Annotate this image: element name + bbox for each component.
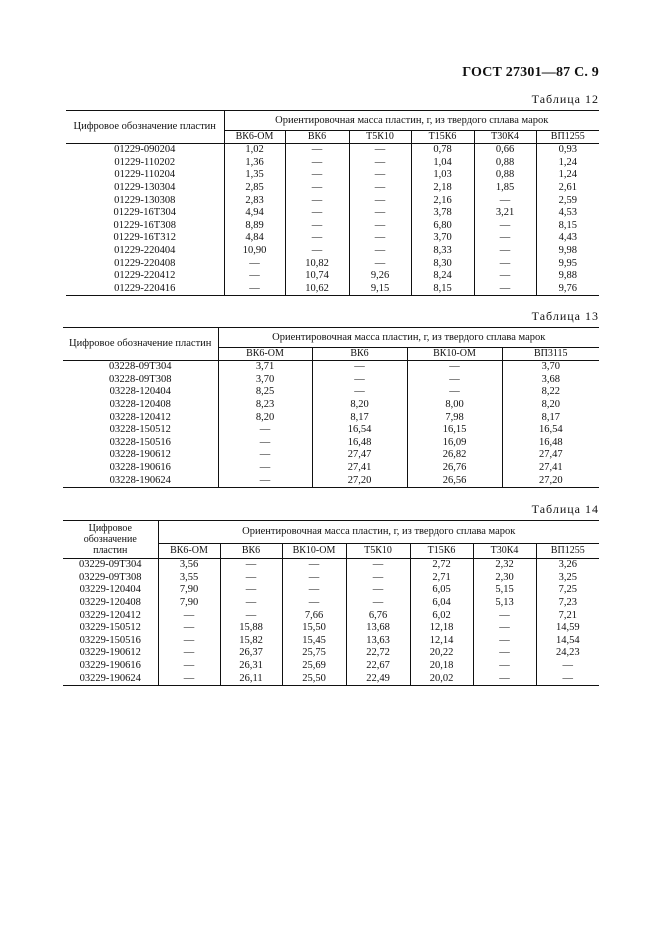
- mass-cell: 26,31: [220, 660, 282, 673]
- mass-cell: 27,47: [312, 449, 407, 462]
- plate-designation-cell: 03229-09Т308: [63, 572, 158, 585]
- table-row: [66, 169, 599, 182]
- mass-cell: —: [346, 584, 410, 597]
- mass-cell: —: [473, 609, 536, 622]
- table-row: [66, 157, 599, 170]
- mass-cell: 9,98: [536, 245, 599, 258]
- mass-cell: 8,20: [312, 399, 407, 412]
- mass-cell: 3,55: [158, 572, 220, 585]
- table-row: [66, 144, 599, 157]
- plate-designation-cell: 03229-120412: [63, 609, 158, 622]
- mass-cell: —: [158, 660, 220, 673]
- mass-cell: 14,54: [536, 635, 599, 648]
- mass-cell: —: [285, 169, 349, 182]
- mass-cell: 7,90: [158, 597, 220, 610]
- mass-cell: —: [536, 672, 599, 685]
- table-row: [63, 361, 599, 374]
- table-row: [63, 635, 599, 648]
- mass-cell: 1,02: [224, 144, 285, 157]
- table-row: [66, 245, 599, 258]
- mass-cell: 1,24: [536, 169, 599, 182]
- mass-cell: 3,71: [218, 361, 312, 374]
- plate-designation-cell: 01229-16Т308: [66, 220, 224, 233]
- mass-cell: —: [218, 437, 312, 450]
- row-header: Цифровое обозначение пластин: [66, 111, 224, 144]
- mass-cell: 3,70: [502, 361, 599, 374]
- table-row: [63, 386, 599, 399]
- mass-cell: —: [349, 245, 411, 258]
- plate-designation-cell: 01229-110204: [66, 169, 224, 182]
- mass-cell: 8,30: [411, 257, 474, 270]
- plate-designation-cell: 03228-09Т304: [63, 361, 218, 374]
- column-header: ВК6-ОМ: [224, 131, 285, 144]
- mass-cell: 7,21: [536, 609, 599, 622]
- column-header: ВК6: [220, 544, 282, 559]
- mass-cell: —: [536, 660, 599, 673]
- mass-cell: —: [346, 572, 410, 585]
- mass-cell: —: [474, 283, 536, 296]
- mass-cell: —: [474, 194, 536, 207]
- mass-cell: 26,76: [407, 462, 502, 475]
- table-row: [66, 270, 599, 283]
- table-row: [63, 647, 599, 660]
- mass-cell: 3,78: [411, 207, 474, 220]
- mass-cell: —: [473, 672, 536, 685]
- column-header: ВК10-ОМ: [407, 348, 502, 361]
- mass-cell: 0,78: [411, 144, 474, 157]
- mass-cell: 25,50: [282, 672, 346, 685]
- table-row: [66, 232, 599, 245]
- mass-cell: 2,61: [536, 182, 599, 195]
- mass-cell: 16,54: [502, 424, 599, 437]
- column-header: Т15К6: [411, 131, 474, 144]
- table-12-caption: Таблица 12: [531, 92, 599, 106]
- mass-cell: 8,17: [312, 411, 407, 424]
- mass-cell: —: [349, 182, 411, 195]
- mass-cell: 2,83: [224, 194, 285, 207]
- mass-cell: —: [349, 144, 411, 157]
- table-row: [66, 194, 599, 207]
- mass-cell: —: [218, 462, 312, 475]
- mass-cell: —: [407, 361, 502, 374]
- mass-cell: 20,18: [410, 660, 473, 673]
- mass-cell: —: [282, 597, 346, 610]
- mass-cell: —: [285, 144, 349, 157]
- table-row: [66, 257, 599, 270]
- plate-designation-cell: 03229-190624: [63, 672, 158, 685]
- mass-cell: 20,02: [410, 672, 473, 685]
- plate-designation-cell: 03228-120412: [63, 411, 218, 424]
- plate-designation-cell: 01229-220412: [66, 270, 224, 283]
- plate-designation-cell: 03229-120408: [63, 597, 158, 610]
- page-header: ГОСТ 27301—87 С. 9: [462, 65, 599, 80]
- mass-cell: —: [474, 232, 536, 245]
- mass-cell: 8,15: [536, 220, 599, 233]
- table-14: [63, 520, 599, 686]
- plate-designation-cell: 03228-190624: [63, 474, 218, 487]
- mass-cell: 3,21: [474, 207, 536, 220]
- span-header: Ориентировочная масса пластин, г, из твердого сплава марок: [218, 328, 599, 348]
- mass-cell: —: [349, 220, 411, 233]
- mass-cell: —: [474, 245, 536, 258]
- table-row: [63, 374, 599, 387]
- mass-cell: 0,93: [536, 144, 599, 157]
- plate-designation-cell: 01229-130308: [66, 194, 224, 207]
- mass-cell: 26,56: [407, 474, 502, 487]
- mass-cell: 2,30: [473, 572, 536, 585]
- mass-cell: —: [473, 622, 536, 635]
- mass-cell: 1,85: [474, 182, 536, 195]
- mass-cell: —: [282, 572, 346, 585]
- mass-cell: 12,14: [410, 635, 473, 648]
- mass-cell: —: [224, 270, 285, 283]
- mass-cell: —: [473, 660, 536, 673]
- mass-cell: 13,63: [346, 635, 410, 648]
- mass-cell: 3,70: [218, 374, 312, 387]
- mass-cell: —: [158, 622, 220, 635]
- mass-cell: —: [224, 283, 285, 296]
- plate-designation-cell: 01229-220416: [66, 283, 224, 296]
- mass-cell: —: [346, 559, 410, 572]
- mass-cell: 25,69: [282, 660, 346, 673]
- mass-cell: 20,22: [410, 647, 473, 660]
- column-header: ВК6: [312, 348, 407, 361]
- plate-designation-cell: 01229-110202: [66, 157, 224, 170]
- mass-cell: 2,18: [411, 182, 474, 195]
- mass-cell: 2,16: [411, 194, 474, 207]
- mass-cell: —: [312, 374, 407, 387]
- mass-cell: 8,24: [411, 270, 474, 283]
- mass-cell: 8,17: [502, 411, 599, 424]
- table-row: [66, 207, 599, 220]
- mass-cell: 15,88: [220, 622, 282, 635]
- mass-cell: 9,26: [349, 270, 411, 283]
- mass-cell: 15,45: [282, 635, 346, 648]
- mass-cell: 22,49: [346, 672, 410, 685]
- mass-cell: 10,74: [285, 270, 349, 283]
- table-row: [63, 474, 599, 487]
- plate-designation-cell: 01229-090204: [66, 144, 224, 157]
- mass-cell: 8,25: [218, 386, 312, 399]
- mass-cell: 8,89: [224, 220, 285, 233]
- plate-designation-cell: 03229-190612: [63, 647, 158, 660]
- mass-cell: —: [158, 672, 220, 685]
- mass-cell: 9,95: [536, 257, 599, 270]
- mass-cell: 22,72: [346, 647, 410, 660]
- mass-cell: 27,47: [502, 449, 599, 462]
- plate-designation-cell: 03228-09Т308: [63, 374, 218, 387]
- row-header: Цифровое обозначение пластин: [63, 328, 218, 361]
- plate-designation-cell: 03229-190616: [63, 660, 158, 673]
- column-header: ВК6: [285, 131, 349, 144]
- mass-cell: —: [285, 157, 349, 170]
- mass-cell: 16,15: [407, 424, 502, 437]
- column-header: Т30К4: [473, 544, 536, 559]
- mass-cell: —: [282, 584, 346, 597]
- mass-cell: 4,53: [536, 207, 599, 220]
- mass-cell: —: [285, 232, 349, 245]
- mass-cell: —: [285, 182, 349, 195]
- mass-cell: 4,94: [224, 207, 285, 220]
- plate-designation-cell: 01229-220408: [66, 257, 224, 270]
- mass-cell: 7,25: [536, 584, 599, 597]
- table-row: [66, 182, 599, 195]
- plate-designation-cell: 03228-150516: [63, 437, 218, 450]
- mass-cell: 24,23: [536, 647, 599, 660]
- table-row: [63, 449, 599, 462]
- mass-cell: 9,15: [349, 283, 411, 296]
- mass-cell: —: [224, 257, 285, 270]
- mass-cell: 8,00: [407, 399, 502, 412]
- mass-cell: —: [473, 635, 536, 648]
- mass-cell: 13,68: [346, 622, 410, 635]
- row-header: Цифровое обозначение пластин: [63, 521, 158, 559]
- mass-cell: 26,11: [220, 672, 282, 685]
- column-header: Т5К10: [349, 131, 411, 144]
- plate-designation-cell: 03229-09Т304: [63, 559, 158, 572]
- mass-cell: 0,88: [474, 169, 536, 182]
- mass-cell: —: [218, 424, 312, 437]
- mass-cell: 2,85: [224, 182, 285, 195]
- table-row: [63, 672, 599, 685]
- mass-cell: 4,43: [536, 232, 599, 245]
- mass-cell: 2,71: [410, 572, 473, 585]
- mass-cell: 15,82: [220, 635, 282, 648]
- mass-cell: —: [474, 270, 536, 283]
- mass-cell: 7,23: [536, 597, 599, 610]
- mass-cell: 16,48: [312, 437, 407, 450]
- plate-designation-cell: 03228-150512: [63, 424, 218, 437]
- plate-designation-cell: 01229-220404: [66, 245, 224, 258]
- column-header: Т15К6: [410, 544, 473, 559]
- mass-cell: 10,82: [285, 257, 349, 270]
- mass-cell: 6,04: [410, 597, 473, 610]
- mass-cell: 2,72: [410, 559, 473, 572]
- mass-cell: —: [312, 361, 407, 374]
- table-row: [63, 462, 599, 475]
- mass-cell: 6,80: [411, 220, 474, 233]
- mass-cell: 0,88: [474, 157, 536, 170]
- mass-cell: —: [285, 245, 349, 258]
- mass-cell: 27,20: [502, 474, 599, 487]
- mass-cell: 8,20: [502, 399, 599, 412]
- table-row: [63, 411, 599, 424]
- mass-cell: 12,18: [410, 622, 473, 635]
- mass-cell: 26,37: [220, 647, 282, 660]
- span-header: Ориентировочная масса пластин, г, из твердого сплава марок: [158, 521, 599, 544]
- column-header: ВП1255: [536, 131, 599, 144]
- mass-cell: 8,23: [218, 399, 312, 412]
- column-header: Т30К4: [474, 131, 536, 144]
- mass-cell: 1,04: [411, 157, 474, 170]
- mass-cell: 8,15: [411, 283, 474, 296]
- mass-cell: 6,02: [410, 609, 473, 622]
- mass-cell: 10,62: [285, 283, 349, 296]
- table-14-caption: Таблица 14: [531, 502, 599, 516]
- table-row: [63, 609, 599, 622]
- mass-cell: 3,25: [536, 572, 599, 585]
- mass-cell: 9,88: [536, 270, 599, 283]
- table-row: [63, 622, 599, 635]
- table-13-caption: Таблица 13: [531, 309, 599, 323]
- plate-designation-cell: 01229-16Т312: [66, 232, 224, 245]
- plate-designation-cell: 03229-150512: [63, 622, 158, 635]
- span-header: Ориентировочная масса пластин, г, из твердого сплава марок: [224, 111, 599, 131]
- mass-cell: —: [474, 220, 536, 233]
- column-header: ВК6-ОМ: [158, 544, 220, 559]
- mass-cell: —: [407, 386, 502, 399]
- table-row: [63, 584, 599, 597]
- mass-cell: —: [218, 474, 312, 487]
- mass-cell: 7,98: [407, 411, 502, 424]
- column-header: ВП3115: [502, 348, 599, 361]
- column-header: ВК6-ОМ: [218, 348, 312, 361]
- table-row: [63, 399, 599, 412]
- column-header: ВП1255: [536, 544, 599, 559]
- mass-cell: 15,50: [282, 622, 346, 635]
- mass-cell: —: [349, 232, 411, 245]
- table-row: [63, 424, 599, 437]
- mass-cell: 16,54: [312, 424, 407, 437]
- mass-cell: 9,76: [536, 283, 599, 296]
- mass-cell: 8,20: [218, 411, 312, 424]
- mass-cell: —: [349, 257, 411, 270]
- table-row: [63, 559, 599, 572]
- mass-cell: —: [282, 559, 346, 572]
- mass-cell: 6,05: [410, 584, 473, 597]
- mass-cell: 26,82: [407, 449, 502, 462]
- plate-designation-cell: 03228-120408: [63, 399, 218, 412]
- mass-cell: 8,22: [502, 386, 599, 399]
- mass-cell: —: [474, 257, 536, 270]
- mass-cell: —: [473, 647, 536, 660]
- mass-cell: 2,32: [473, 559, 536, 572]
- table-13: [63, 327, 599, 488]
- mass-cell: —: [349, 207, 411, 220]
- table-row: [63, 572, 599, 585]
- mass-cell: 2,59: [536, 194, 599, 207]
- mass-cell: —: [285, 207, 349, 220]
- mass-cell: 14,59: [536, 622, 599, 635]
- table-row: [63, 660, 599, 673]
- mass-cell: 22,67: [346, 660, 410, 673]
- mass-cell: —: [312, 386, 407, 399]
- mass-cell: 5,15: [473, 584, 536, 597]
- mass-cell: —: [349, 194, 411, 207]
- mass-cell: —: [220, 597, 282, 610]
- mass-cell: 8,33: [411, 245, 474, 258]
- plate-designation-cell: 03228-190616: [63, 462, 218, 475]
- mass-cell: —: [349, 157, 411, 170]
- mass-cell: 25,75: [282, 647, 346, 660]
- column-header: Т5К10: [346, 544, 410, 559]
- mass-cell: 3,26: [536, 559, 599, 572]
- mass-cell: —: [158, 635, 220, 648]
- mass-cell: —: [158, 647, 220, 660]
- mass-cell: 1,36: [224, 157, 285, 170]
- mass-cell: 3,70: [411, 232, 474, 245]
- table-row: [66, 220, 599, 233]
- mass-cell: —: [158, 609, 220, 622]
- mass-cell: 3,56: [158, 559, 220, 572]
- mass-cell: 3,68: [502, 374, 599, 387]
- mass-cell: —: [220, 559, 282, 572]
- mass-cell: —: [220, 572, 282, 585]
- table-row: [66, 283, 599, 296]
- column-header: ВК10-ОМ: [282, 544, 346, 559]
- mass-cell: 7,66: [282, 609, 346, 622]
- mass-cell: —: [285, 220, 349, 233]
- mass-cell: 6,76: [346, 609, 410, 622]
- plate-designation-cell: 03229-150516: [63, 635, 158, 648]
- mass-cell: —: [218, 449, 312, 462]
- mass-cell: —: [346, 597, 410, 610]
- mass-cell: 1,35: [224, 169, 285, 182]
- plate-designation-cell: 01229-130304: [66, 182, 224, 195]
- mass-cell: 27,41: [502, 462, 599, 475]
- mass-cell: 16,48: [502, 437, 599, 450]
- mass-cell: 27,41: [312, 462, 407, 475]
- plate-designation-cell: 01229-16Т304: [66, 207, 224, 220]
- mass-cell: 0,66: [474, 144, 536, 157]
- mass-cell: 7,90: [158, 584, 220, 597]
- mass-cell: —: [349, 169, 411, 182]
- mass-cell: —: [407, 374, 502, 387]
- mass-cell: 1,24: [536, 157, 599, 170]
- plate-designation-cell: 03228-120404: [63, 386, 218, 399]
- mass-cell: 16,09: [407, 437, 502, 450]
- table-12: [66, 110, 599, 296]
- mass-cell: 27,20: [312, 474, 407, 487]
- mass-cell: —: [220, 584, 282, 597]
- table-row: [63, 597, 599, 610]
- plate-designation-cell: 03228-190612: [63, 449, 218, 462]
- mass-cell: 10,90: [224, 245, 285, 258]
- mass-cell: 4,84: [224, 232, 285, 245]
- mass-cell: 5,13: [473, 597, 536, 610]
- mass-cell: —: [220, 609, 282, 622]
- mass-cell: 1,03: [411, 169, 474, 182]
- mass-cell: —: [285, 194, 349, 207]
- table-row: [63, 437, 599, 450]
- plate-designation-cell: 03229-120404: [63, 584, 158, 597]
